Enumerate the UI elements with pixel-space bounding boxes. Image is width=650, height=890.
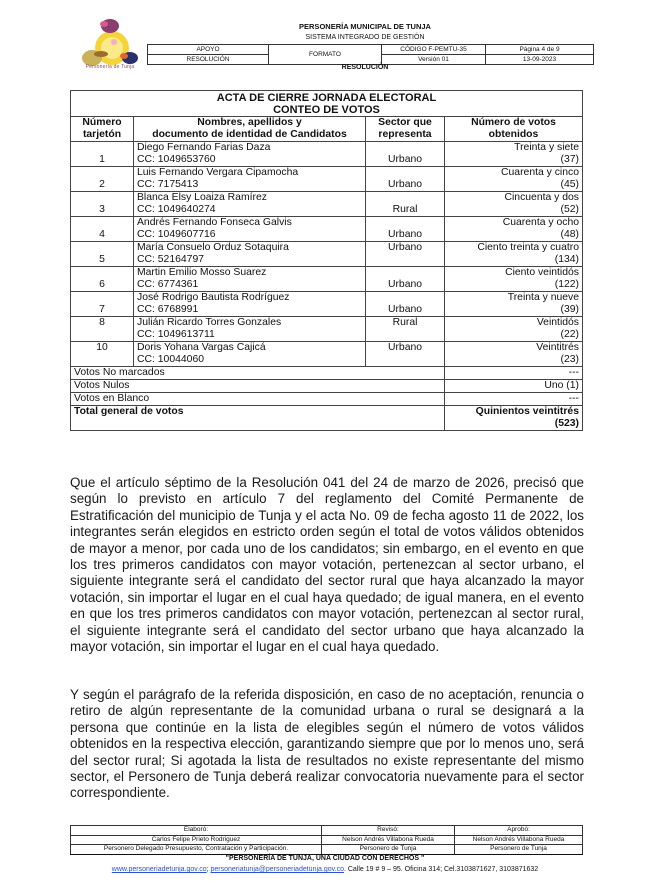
prepared-name: Carlos Felipe Prieto Rodriguez (71, 835, 322, 845)
email-link[interactable]: personeriatunja@personeriadetunja.gov.co (210, 866, 344, 873)
candidate-name: Martin Emilio Mosso Suarez (137, 267, 267, 278)
null-votes-row (71, 380, 583, 393)
candidate-cell (134, 317, 366, 342)
candidate-id: CC: 6768991 (137, 304, 199, 315)
candidate-sector: Rural (366, 317, 445, 342)
website-link[interactable]: www.personeriadetunja.gov.co (111, 866, 207, 873)
col-header-votes: Número de votos obtenidos (445, 117, 583, 142)
document-type-cell: RESOLUCIÓN (148, 55, 269, 65)
table-row (71, 267, 583, 292)
column-headers (71, 117, 583, 142)
ballot-number: 10 (71, 342, 134, 367)
table-row (71, 342, 583, 367)
organization-name: PERSONERÍA MUNICIPAL DE TUNJA (299, 22, 431, 31)
ballot-number: 8 (71, 317, 134, 342)
table-row (71, 217, 583, 242)
blank-votes-row (71, 393, 583, 406)
col-header-sector: Sector que representa (366, 117, 445, 142)
candidate-name: Blanca Elsy Loaiza Ramírez (137, 192, 267, 203)
candidate-name: Andrés Fernando Fonseca Galvis (137, 217, 292, 228)
candidate-sector: Urbano (366, 142, 445, 167)
reviewed-name: Nelson Andrés Villabona Rueda (322, 835, 455, 845)
candidate-sector: Urbano (366, 342, 445, 367)
candidate-votes: Ciento veintidós (122) (445, 267, 583, 292)
candidate-sector: Urbano (366, 217, 445, 242)
candidate-sector: Urbano (366, 167, 445, 192)
footer-slogan: "PERSONERÍA DE TUNJA, UNA CIUDAD CON DERECHOS " (225, 855, 425, 862)
candidate-id: CC: 52164797 (137, 254, 205, 265)
candidate-id: CC: 1049613711 (137, 329, 215, 340)
unmarked-votes-label: Votos No marcados (71, 367, 445, 380)
candidate-id: CC: 6774361 (137, 279, 199, 290)
candidate-id: CC: 1049607716 (137, 229, 216, 240)
candidate-votes: Ciento treinta y cuatro (134) (445, 242, 583, 267)
candidate-cell (134, 292, 366, 317)
candidate-id: CC: 10044060 (137, 354, 205, 365)
table-row (71, 242, 583, 267)
total-votes-label: Total general de votos (71, 406, 445, 431)
paragraph-article-seven: Que el artículo séptimo de la Resolución 041 del 24 de marzo de 2026, precisó que según lo previsto en artículo 7 del reglamento del Comité Permanente de Estratificación del municipio de Tunja y el acta No. 09 de fecha agosto 11 de 2022, los integrantes serán elegidos en estricto orden según el total de votos válidos obtenidos de mayor a menor, por cada uno de los candidatos; sin embargo, en el evento en que los tres primeros candidatos con mayor votación, pertenezcan al sector urbano, el siguiente integrante será el candidato del sector rural que haya alcanzado la mayor votación, sin importar el lugar en el cual haya quedado; de igual manera, en el evento en que los tres primeros candidatos con mayor votación, pertenezcan al sector rural, el siguiente integrante será el candidato del sector urbano que haya alcanzado la mayor votación, sin importar el lugar en el cual haya quedado. (70, 475, 584, 655)
approved-label: Aprobó: (455, 826, 583, 836)
candidate-name: María Consuelo Orduz Sotaquira (137, 242, 289, 253)
candidate-sector: Urbano (366, 267, 445, 292)
candidate-name: José Rodrigo Bautista Rodríguez (137, 292, 290, 303)
table-row (71, 317, 583, 342)
candidate-id: CC: 1049653760 (137, 154, 216, 165)
logo-caption: Personería de Tunja (85, 64, 135, 70)
candidate-cell (134, 142, 366, 167)
document-control-table (147, 44, 594, 65)
candidate-cell (134, 217, 366, 242)
address-text: . Calle 19 # 9 – 95. Oficina 314; Cel.3103871627, 3103871632 (343, 866, 539, 873)
candidate-votes: Cincuenta y dos (52) (445, 192, 583, 217)
candidate-sector: Urbano (366, 242, 445, 267)
candidate-name: Diego Fernando Farias Daza (137, 142, 271, 153)
candidate-votes: Veintidós (22) (445, 317, 583, 342)
version-cell: Versión 01 (382, 55, 486, 65)
candidate-votes: Treinta y nueve (39) (445, 292, 583, 317)
total-votes-row (71, 406, 583, 431)
candidate-sector: Rural (366, 192, 445, 217)
ballot-number: 1 (71, 142, 134, 167)
ballot-number: 7 (71, 292, 134, 317)
candidate-id: CC: 7175413 (137, 179, 199, 190)
ballot-number: 5 (71, 242, 134, 267)
unmarked-votes-row (71, 367, 583, 380)
blank-votes-value: --- (445, 393, 583, 406)
candidate-votes: Veintitrés (23) (445, 342, 583, 367)
candidate-id: CC: 1049640274 (137, 204, 216, 215)
separator: ; (206, 866, 211, 873)
candidate-name: Luis Fernando Vergara Cipamocha (137, 167, 299, 178)
page-cell: Página 4 de 9 (486, 45, 594, 55)
signature-table (70, 825, 583, 855)
ballot-number: 6 (71, 267, 134, 292)
section-title: RESOLUCIÓN (341, 64, 389, 71)
blank-votes-label: Votos en Blanco (71, 393, 445, 406)
ballot-number: 4 (71, 217, 134, 242)
candidate-votes: Cuarenta y ocho (48) (445, 217, 583, 242)
table-title-line1: ACTA DE CIERRE JORNADA ELECTORAL (216, 92, 437, 104)
null-votes-label: Votos Nulos (71, 380, 445, 393)
management-system: SISTEMA INTEGRADO DE GESTIÓN (305, 34, 425, 41)
table-row (71, 292, 583, 317)
date-cell: 13-09-2023 (486, 55, 594, 65)
table-row (71, 142, 583, 167)
approved-name: Nelson Andrés Villabona Rueda (455, 835, 583, 845)
candidate-name: Doris Yohana Vargas Cajicá (137, 342, 266, 353)
col-header-number: Número tarjetón (71, 117, 134, 142)
candidate-cell (134, 242, 366, 267)
reviewed-role: Personero de Tunja (322, 845, 455, 855)
candidate-cell (134, 342, 366, 367)
candidate-votes: Treinta y siete (37) (445, 142, 583, 167)
table-row (71, 192, 583, 217)
candidate-name: Julián Ricardo Torres Gonzales (137, 317, 282, 328)
prepared-label: Elaboró: (71, 826, 322, 836)
table-title (71, 91, 583, 117)
prepared-role: Personero Delegado Presupuesto, Contratación y Participación. (71, 845, 322, 855)
paragraph-replacement-rule: Y según el parágrafo de la referida disposición, en caso de no aceptación, renuncia o retiro de algún representante de la comunidad urbana o rural se designará a la persona que continúe en la lista de elegibles según el número de votos válidos obtenidos en la respectiva elección, garantizando siempre que por lo menos uno, será del sector rural; Si agotada la lista de resultados no existe representante del mismo sector, el Personero de Tunja deberá realizar convocatoria nuevamente para el sector correspondiente. (70, 687, 584, 801)
candidate-cell (134, 192, 366, 217)
null-votes-value: Uno (1) (445, 380, 583, 393)
candidate-cell (134, 167, 366, 192)
footer-contact (0, 866, 650, 873)
candidate-sector: Urbano (366, 292, 445, 317)
code-cell: CÓDIGO F-PEMTU-35 (382, 45, 486, 55)
table-title-line2: CONTEO DE VOTOS (273, 104, 380, 116)
process-cell: APOYO (148, 45, 269, 55)
format-cell: FORMATO (269, 45, 382, 65)
table-row (71, 167, 583, 192)
ballot-number: 3 (71, 192, 134, 217)
col-header-name: Nombres, apellidos y documento de identidad de Candidatos (134, 117, 366, 142)
ballot-number: 2 (71, 167, 134, 192)
reviewed-label: Revisó: (322, 826, 455, 836)
approved-role: Personero de Tunja (455, 845, 583, 855)
unmarked-votes-value: --- (445, 367, 583, 380)
candidate-cell (134, 267, 366, 292)
vote-count-table (70, 90, 583, 431)
total-votes-value: Quinientos veintitrés (523) (445, 406, 583, 431)
candidate-votes: Cuarenta y cinco (45) (445, 167, 583, 192)
